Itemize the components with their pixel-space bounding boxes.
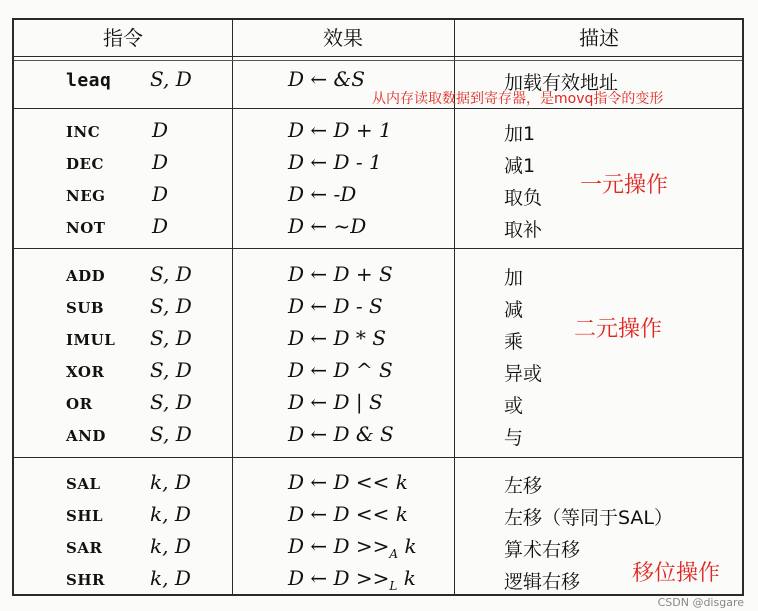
group-divider (14, 108, 742, 109)
row-op: OR (66, 395, 93, 413)
row-args: S, D (150, 326, 192, 350)
row-args: S, D (150, 422, 192, 446)
row-args: k, D (150, 534, 191, 558)
row-args: D (152, 182, 169, 206)
row-op: NOT (66, 219, 106, 237)
row-op: leaq (66, 70, 112, 91)
row-desc: 与 (504, 427, 524, 449)
row-desc: 逻辑右移 (504, 571, 581, 593)
row-op: SHL (66, 507, 104, 525)
header-effect: 效果 (323, 26, 363, 50)
row-op: DEC (66, 155, 104, 173)
row-op: SAR (66, 539, 103, 557)
row-effect: D ← D * S (288, 326, 386, 350)
group-divider (14, 248, 742, 249)
row-desc: 异或 (504, 363, 543, 385)
row-args: k, D (150, 502, 191, 526)
row-effect: D ← D + S (288, 262, 393, 286)
header-divider-double (14, 60, 742, 61)
row-effect: D ← D ^ S (288, 358, 393, 382)
leaq-annotation: 从内存读取数据到寄存器，是movq指令的变形 (372, 91, 664, 107)
group-divider (14, 457, 742, 458)
row-desc: 左移（等同于SAL） (504, 507, 673, 529)
row-effect: D ← D << k (288, 502, 408, 526)
row-desc: 乘 (504, 331, 524, 353)
row-op: SAL (66, 475, 101, 493)
row-desc: 或 (504, 395, 524, 417)
header-instruction: 指令 (103, 26, 143, 50)
binary-annotation: 二元操作 (574, 317, 663, 342)
row-op: XOR (66, 363, 105, 381)
row-args: D (152, 118, 169, 142)
row-args: S, D (150, 294, 192, 318)
row-effect: D ← D - 1 (288, 150, 382, 174)
row-effect: D ← $D >>_A$ k (288, 534, 417, 561)
row-args: D (152, 150, 169, 174)
row-effect: D ← D + 1 (288, 118, 392, 142)
row-effect: D ← ~D (288, 214, 367, 238)
unary-annotation: 一元操作 (580, 173, 669, 198)
row-effect: D ← D - S (288, 294, 383, 318)
row-desc: 减 (504, 299, 524, 321)
row-effect: D ← D | S (288, 390, 383, 414)
row-op: AND (66, 427, 106, 445)
row-desc: 加载有效地址 (504, 72, 619, 94)
row-args: k, D (150, 566, 191, 590)
row-op: SUB (66, 299, 105, 317)
row-desc: 左移 (504, 475, 543, 497)
row-args: D (152, 214, 169, 238)
header-divider (14, 56, 742, 57)
row-op: NEG (66, 187, 106, 205)
shift-annotation: 移位操作 (632, 561, 721, 586)
row-desc: 取补 (504, 219, 543, 241)
row-desc: 减1 (504, 155, 536, 177)
row-args: S, D (150, 262, 192, 286)
row-args: S, D (150, 390, 192, 414)
row-effect: D ← -D (288, 182, 357, 206)
row-op: INC (66, 123, 101, 141)
watermark: CSDN @disgare (657, 596, 744, 609)
header-description: 描述 (579, 26, 619, 50)
row-effect: D ← $D >>_L$ k (288, 566, 416, 593)
row-effect: D ← D << k (288, 470, 408, 494)
row-desc: 加 (504, 267, 524, 289)
column-divider (232, 20, 233, 594)
row-desc: 算术右移 (504, 539, 581, 561)
row-op: SHR (66, 571, 105, 589)
row-op: ADD (66, 267, 106, 285)
row-op: IMUL (66, 331, 116, 349)
row-desc: 取负 (504, 187, 543, 209)
row-effect: D ← &S (288, 67, 366, 91)
row-args: k, D (150, 470, 191, 494)
row-effect: D ← D & S (288, 422, 394, 446)
row-args: S, D (150, 358, 192, 382)
row-args: S, D (150, 67, 192, 91)
row-desc: 加1 (504, 123, 536, 145)
